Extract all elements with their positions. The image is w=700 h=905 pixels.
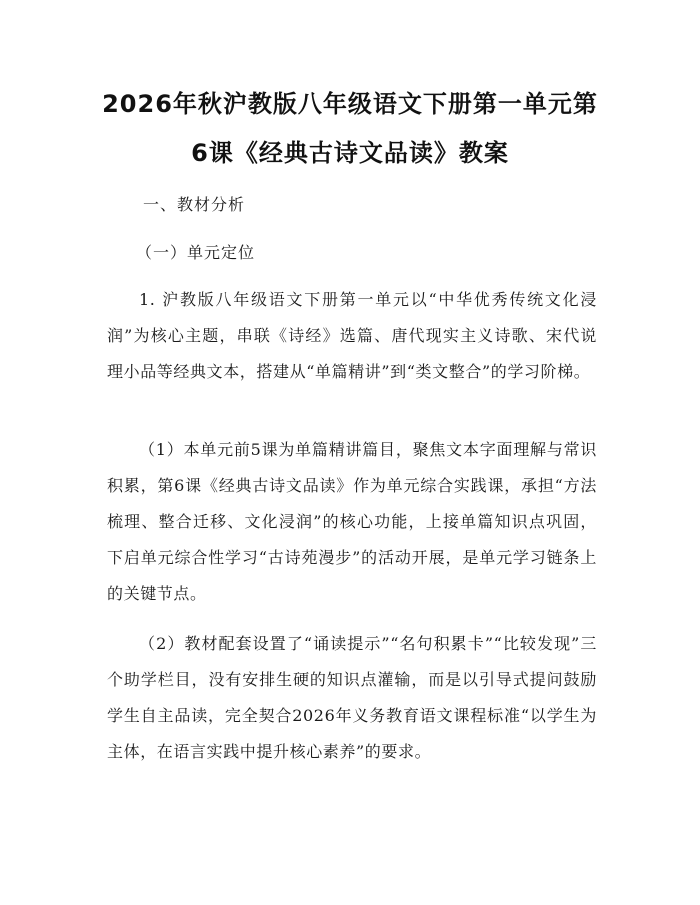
subsection-heading: （一）单元定位 — [136, 243, 256, 262]
paragraph-unit-position: 1. 沪教版八年级语文下册第一单元以“中华优秀传统文化浸润”为核心主题，串联《诗经》选篇、唐代现实主义诗歌、宋代说理小品等经典文本，搭建从“单篇精讲”到“类文整合”的学习阶梯。 — [107, 290, 597, 381]
paragraph-point-2: （2）教材配套设置了“诵读提示”“名句积累卡”“比较发现”三个助学栏目，没有安排生硬的知识点灌输，而是以引导式提问鼓励学生自主品读，完全契合2026年义务教育语文课程标准“以学生为主体，在语言实践中提升核心素养”的要求。 — [107, 634, 597, 761]
paragraph-point-1: （1）本单元前5课为单篇精讲篇目，聚焦文本字面理解与常识积累，第6课《经典古诗文品读》作为单元综合实践课，承担“方法梳理、整合迁移、文化浸润”的核心功能，上接单篇知识点巩固，下启单元综合性学习“古诗苑漫步”的活动开展，是单元学习链条上的关键节点。 — [107, 440, 597, 603]
document-title-line-2: 6课《经典古诗文品读》教案 — [191, 139, 509, 167]
section-heading: 一、教材分析 — [143, 195, 246, 214]
document-title-line-1: 2026年秋沪教版八年级语文下册第一单元第 — [102, 90, 598, 118]
